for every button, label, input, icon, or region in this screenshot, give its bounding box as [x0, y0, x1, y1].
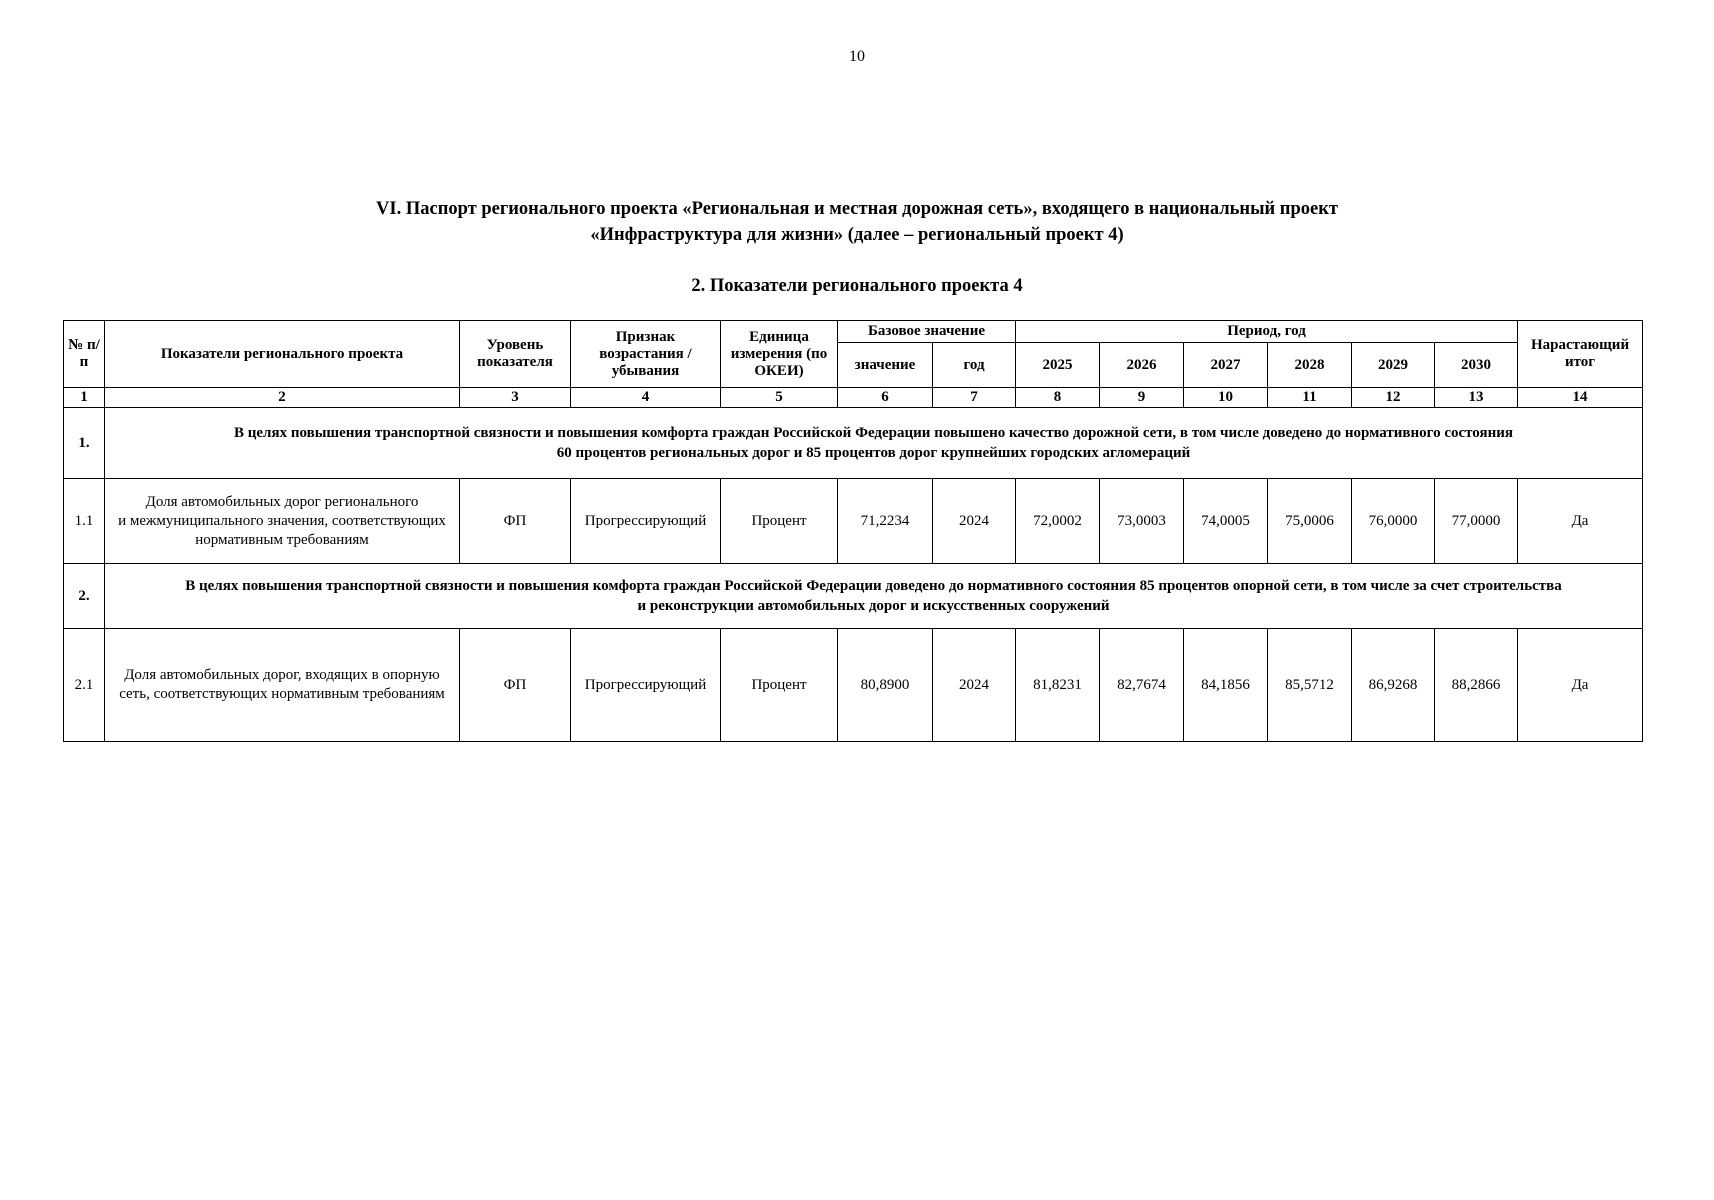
indicator-year-value: 86,9268 [1352, 629, 1435, 742]
goal-row [64, 564, 1643, 629]
header-unit: Единица измерения (по ОКЕИ) [721, 321, 838, 388]
indicator-unit: Процент [721, 629, 838, 742]
page-number: 10 [849, 48, 865, 65]
indicator-unit: Процент [721, 479, 838, 564]
column-number: 7 [933, 388, 1016, 408]
indicator-year-value: 73,0003 [1100, 479, 1184, 564]
goal-number: 1. [64, 408, 105, 479]
header-indicator: Показатели регионального проекта [105, 321, 460, 388]
section-title [0, 196, 1714, 248]
goal-text-line: В целях повышения транспортной связности и повышения комфорта граждан Российской Федерации повышено качество дорожной сети, в том числе доведено до нормативного состояния [234, 425, 1514, 441]
indicator-cumulative: Да [1518, 479, 1643, 564]
header-num: № п/п [64, 321, 105, 388]
header-year: 2030 [1435, 343, 1518, 388]
indicator-row [64, 629, 1643, 742]
column-number: 12 [1352, 388, 1435, 408]
indicator-year-value: 84,1856 [1184, 629, 1268, 742]
indicator-level: ФП [460, 479, 571, 564]
header-year: 2029 [1352, 343, 1435, 388]
title-line-1: VI. Паспорт регионального проекта «Региональная и местная дорожная сеть», входящего в национальный проект [376, 199, 1338, 219]
indicators-table [63, 320, 1643, 742]
indicator-year-value: 77,0000 [1435, 479, 1518, 564]
column-number: 8 [1016, 388, 1100, 408]
indicator-base-year: 2024 [933, 629, 1016, 742]
goal-text-line: 60 процентов региональных дорог и 85 процентов дорог крупнейших городских агломераций [556, 445, 1191, 461]
indicator-year-value: 76,0000 [1352, 479, 1435, 564]
indicator-year-value: 85,5712 [1268, 629, 1352, 742]
indicator-year-value: 88,2866 [1435, 629, 1518, 742]
goal-text-line: В целях повышения транспортной связности и повышения комфорта граждан Российской Федерации доведено до нормативного состояния 85 процентов опорной сети, в том числе за счет строительства [185, 578, 1562, 594]
header-year: 2028 [1268, 343, 1352, 388]
indicator-level: ФП [460, 629, 571, 742]
goal-text [105, 564, 1643, 629]
header-cumulative: Нарастающий итог [1518, 321, 1643, 388]
indicator-base-value: 71,2234 [838, 479, 933, 564]
column-number: 4 [571, 388, 721, 408]
column-number: 6 [838, 388, 933, 408]
indicator-year-value: 74,0005 [1184, 479, 1268, 564]
header-base: Базовое значение [838, 321, 1016, 343]
indicator-cumulative: Да [1518, 629, 1643, 742]
header-trend: Признак возрастания / убывания [571, 321, 721, 388]
goal-text-line: и реконструкции автомобильных дорог и искусственных сооружений [637, 598, 1110, 614]
header-level: Уровень показателя [460, 321, 571, 388]
indicator-name-line: сеть, соответствующих нормативным требованиям [119, 686, 445, 702]
indicator-name-line: Доля автомобильных дорог, входящих в опорную [124, 667, 440, 683]
column-numbers-row [64, 388, 1643, 408]
indicator-name-line: Доля автомобильных дорог регионального [145, 493, 419, 510]
indicator-year-value: 72,0002 [1016, 479, 1100, 564]
indicator-name [105, 479, 460, 564]
indicator-base-value: 80,8900 [838, 629, 933, 742]
column-number: 3 [460, 388, 571, 408]
header-year: 2025 [1016, 343, 1100, 388]
goal-number: 2. [64, 564, 105, 629]
indicator-number: 1.1 [64, 479, 105, 564]
header-period: Период, год [1016, 321, 1518, 343]
header-base-value: значение [838, 343, 933, 388]
column-number: 11 [1268, 388, 1352, 408]
column-number: 9 [1100, 388, 1184, 408]
header-row-1 [64, 321, 1643, 343]
column-number: 5 [721, 388, 838, 408]
table-subtitle: 2. Показатели регионального проекта 4 [691, 276, 1023, 296]
indicator-name-line: нормативным требованиям [195, 531, 369, 548]
column-number: 2 [105, 388, 460, 408]
indicator-number: 2.1 [64, 629, 105, 742]
indicator-name [105, 629, 460, 742]
goal-row [64, 408, 1643, 479]
column-number: 13 [1435, 388, 1518, 408]
title-line-2: «Инфраструктура для жизни» (далее – региональный проект 4) [590, 225, 1124, 245]
header-year: 2027 [1184, 343, 1268, 388]
indicator-name-line: и межмуниципального значения, соответствующих [118, 512, 446, 529]
indicator-base-year: 2024 [933, 479, 1016, 564]
column-number: 1 [64, 388, 105, 408]
column-number: 10 [1184, 388, 1268, 408]
header-year: 2026 [1100, 343, 1184, 388]
indicator-year-value: 75,0006 [1268, 479, 1352, 564]
indicator-year-value: 81,8231 [1016, 629, 1100, 742]
goal-text [105, 408, 1643, 479]
column-number: 14 [1518, 388, 1643, 408]
indicator-trend: Прогрессирующий [571, 629, 721, 742]
indicator-year-value: 82,7674 [1100, 629, 1184, 742]
header-base-year: год [933, 343, 1016, 388]
indicator-row [64, 479, 1643, 564]
indicator-trend: Прогрессирующий [571, 479, 721, 564]
